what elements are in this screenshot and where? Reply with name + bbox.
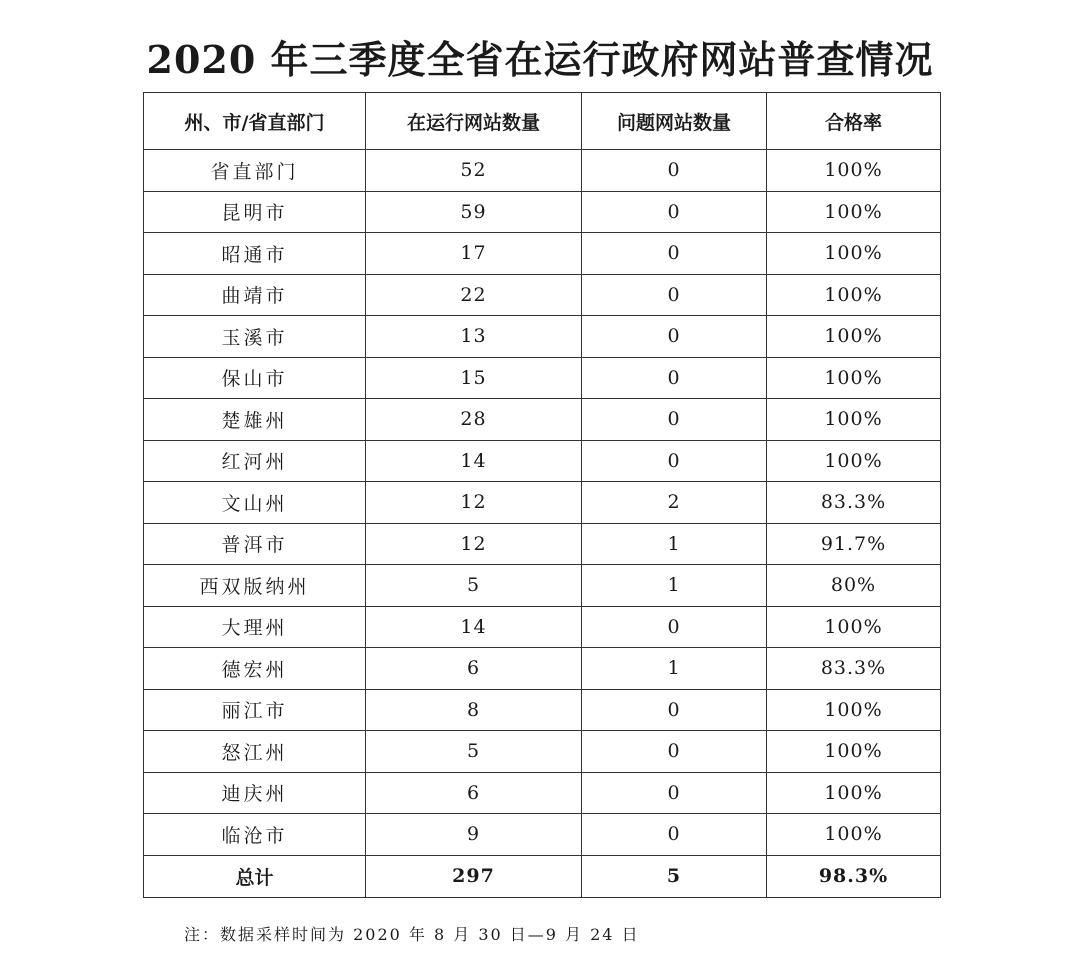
table-row [144,399,941,441]
footnote: 注：数据采样时间为 2020 年 8 月 30 日—9 月 24 日 [184,925,640,944]
table-row [144,440,941,482]
column-header-pass-rate: 合格率 [767,93,941,150]
table-row [144,482,941,524]
region-cell: 省直部门 [144,150,366,192]
region-cell: 昭通市 [144,233,366,275]
running-sites-cell: 22 [366,274,582,316]
table-row [144,648,941,690]
region-cell: 西双版纳州 [144,565,366,607]
table-row [144,523,941,565]
total-pass-rate: 98.3% [767,855,941,897]
running-sites-cell: 15 [366,357,582,399]
running-sites-cell: 14 [366,606,582,648]
pass-rate-cell: 100% [767,150,941,192]
region-cell: 大理州 [144,606,366,648]
problem-sites-cell: 0 [582,606,767,648]
running-sites-cell: 12 [366,482,582,524]
table-row [144,274,941,316]
survey-table [143,92,941,898]
pass-rate-cell: 100% [767,772,941,814]
region-cell: 怒江州 [144,731,366,773]
pass-rate-cell: 100% [767,191,941,233]
running-sites-cell: 9 [366,814,582,856]
pass-rate-cell: 100% [767,316,941,358]
problem-sites-cell: 0 [582,357,767,399]
problem-sites-cell: 2 [582,482,767,524]
problem-sites-cell: 0 [582,399,767,441]
pass-rate-cell: 83.3% [767,648,941,690]
table-row [144,772,941,814]
pass-rate-cell: 100% [767,399,941,441]
table-row [144,814,941,856]
region-cell: 玉溪市 [144,316,366,358]
running-sites-cell: 14 [366,440,582,482]
running-sites-cell: 6 [366,648,582,690]
region-cell: 曲靖市 [144,274,366,316]
table-row [144,150,941,192]
pass-rate-cell: 100% [767,274,941,316]
table-row [144,357,941,399]
running-sites-cell: 8 [366,689,582,731]
region-cell: 文山州 [144,482,366,524]
pass-rate-cell: 100% [767,440,941,482]
problem-sites-cell: 0 [582,274,767,316]
problem-sites-cell: 0 [582,233,767,275]
total-problem-sites: 5 [582,855,767,897]
region-cell: 楚雄州 [144,399,366,441]
pass-rate-cell: 80% [767,565,941,607]
column-header-region: 州、市/省直部门 [144,93,366,150]
region-cell: 临沧市 [144,814,366,856]
table-header-row [144,93,941,150]
running-sites-cell: 12 [366,523,582,565]
table-row [144,191,941,233]
problem-sites-cell: 0 [582,440,767,482]
region-cell: 德宏州 [144,648,366,690]
pass-rate-cell: 91.7% [767,523,941,565]
pass-rate-cell: 100% [767,233,941,275]
problem-sites-cell: 0 [582,150,767,192]
running-sites-cell: 13 [366,316,582,358]
table-row [144,689,941,731]
problem-sites-cell: 1 [582,523,767,565]
problem-sites-cell: 1 [582,648,767,690]
running-sites-cell: 28 [366,399,582,441]
problem-sites-cell: 0 [582,316,767,358]
table-row [144,233,941,275]
page-title: 2020 年三季度全省在运行政府网站普查情况 [146,37,934,82]
running-sites-cell: 52 [366,150,582,192]
problem-sites-cell: 1 [582,565,767,607]
total-row [144,855,941,897]
pass-rate-cell: 100% [767,689,941,731]
table-row [144,565,941,607]
pass-rate-cell: 100% [767,814,941,856]
region-cell: 丽江市 [144,689,366,731]
region-cell: 保山市 [144,357,366,399]
column-header-running-sites: 在运行网站数量 [366,93,582,150]
region-cell: 红河州 [144,440,366,482]
table-row [144,316,941,358]
problem-sites-cell: 0 [582,772,767,814]
problem-sites-cell: 0 [582,191,767,233]
pass-rate-cell: 100% [767,357,941,399]
total-running-sites: 297 [366,855,582,897]
pass-rate-cell: 100% [767,606,941,648]
problem-sites-cell: 0 [582,731,767,773]
total-label: 总计 [144,855,366,897]
table-body [144,150,941,856]
running-sites-cell: 5 [366,565,582,607]
running-sites-cell: 17 [366,233,582,275]
problem-sites-cell: 0 [582,814,767,856]
region-cell: 迪庆州 [144,772,366,814]
pass-rate-cell: 100% [767,731,941,773]
running-sites-cell: 6 [366,772,582,814]
region-cell: 普洱市 [144,523,366,565]
table-row [144,731,941,773]
problem-sites-cell: 0 [582,689,767,731]
running-sites-cell: 5 [366,731,582,773]
table-row [144,606,941,648]
region-cell: 昆明市 [144,191,366,233]
column-header-problem-sites: 问题网站数量 [582,93,767,150]
pass-rate-cell: 83.3% [767,482,941,524]
running-sites-cell: 59 [366,191,582,233]
